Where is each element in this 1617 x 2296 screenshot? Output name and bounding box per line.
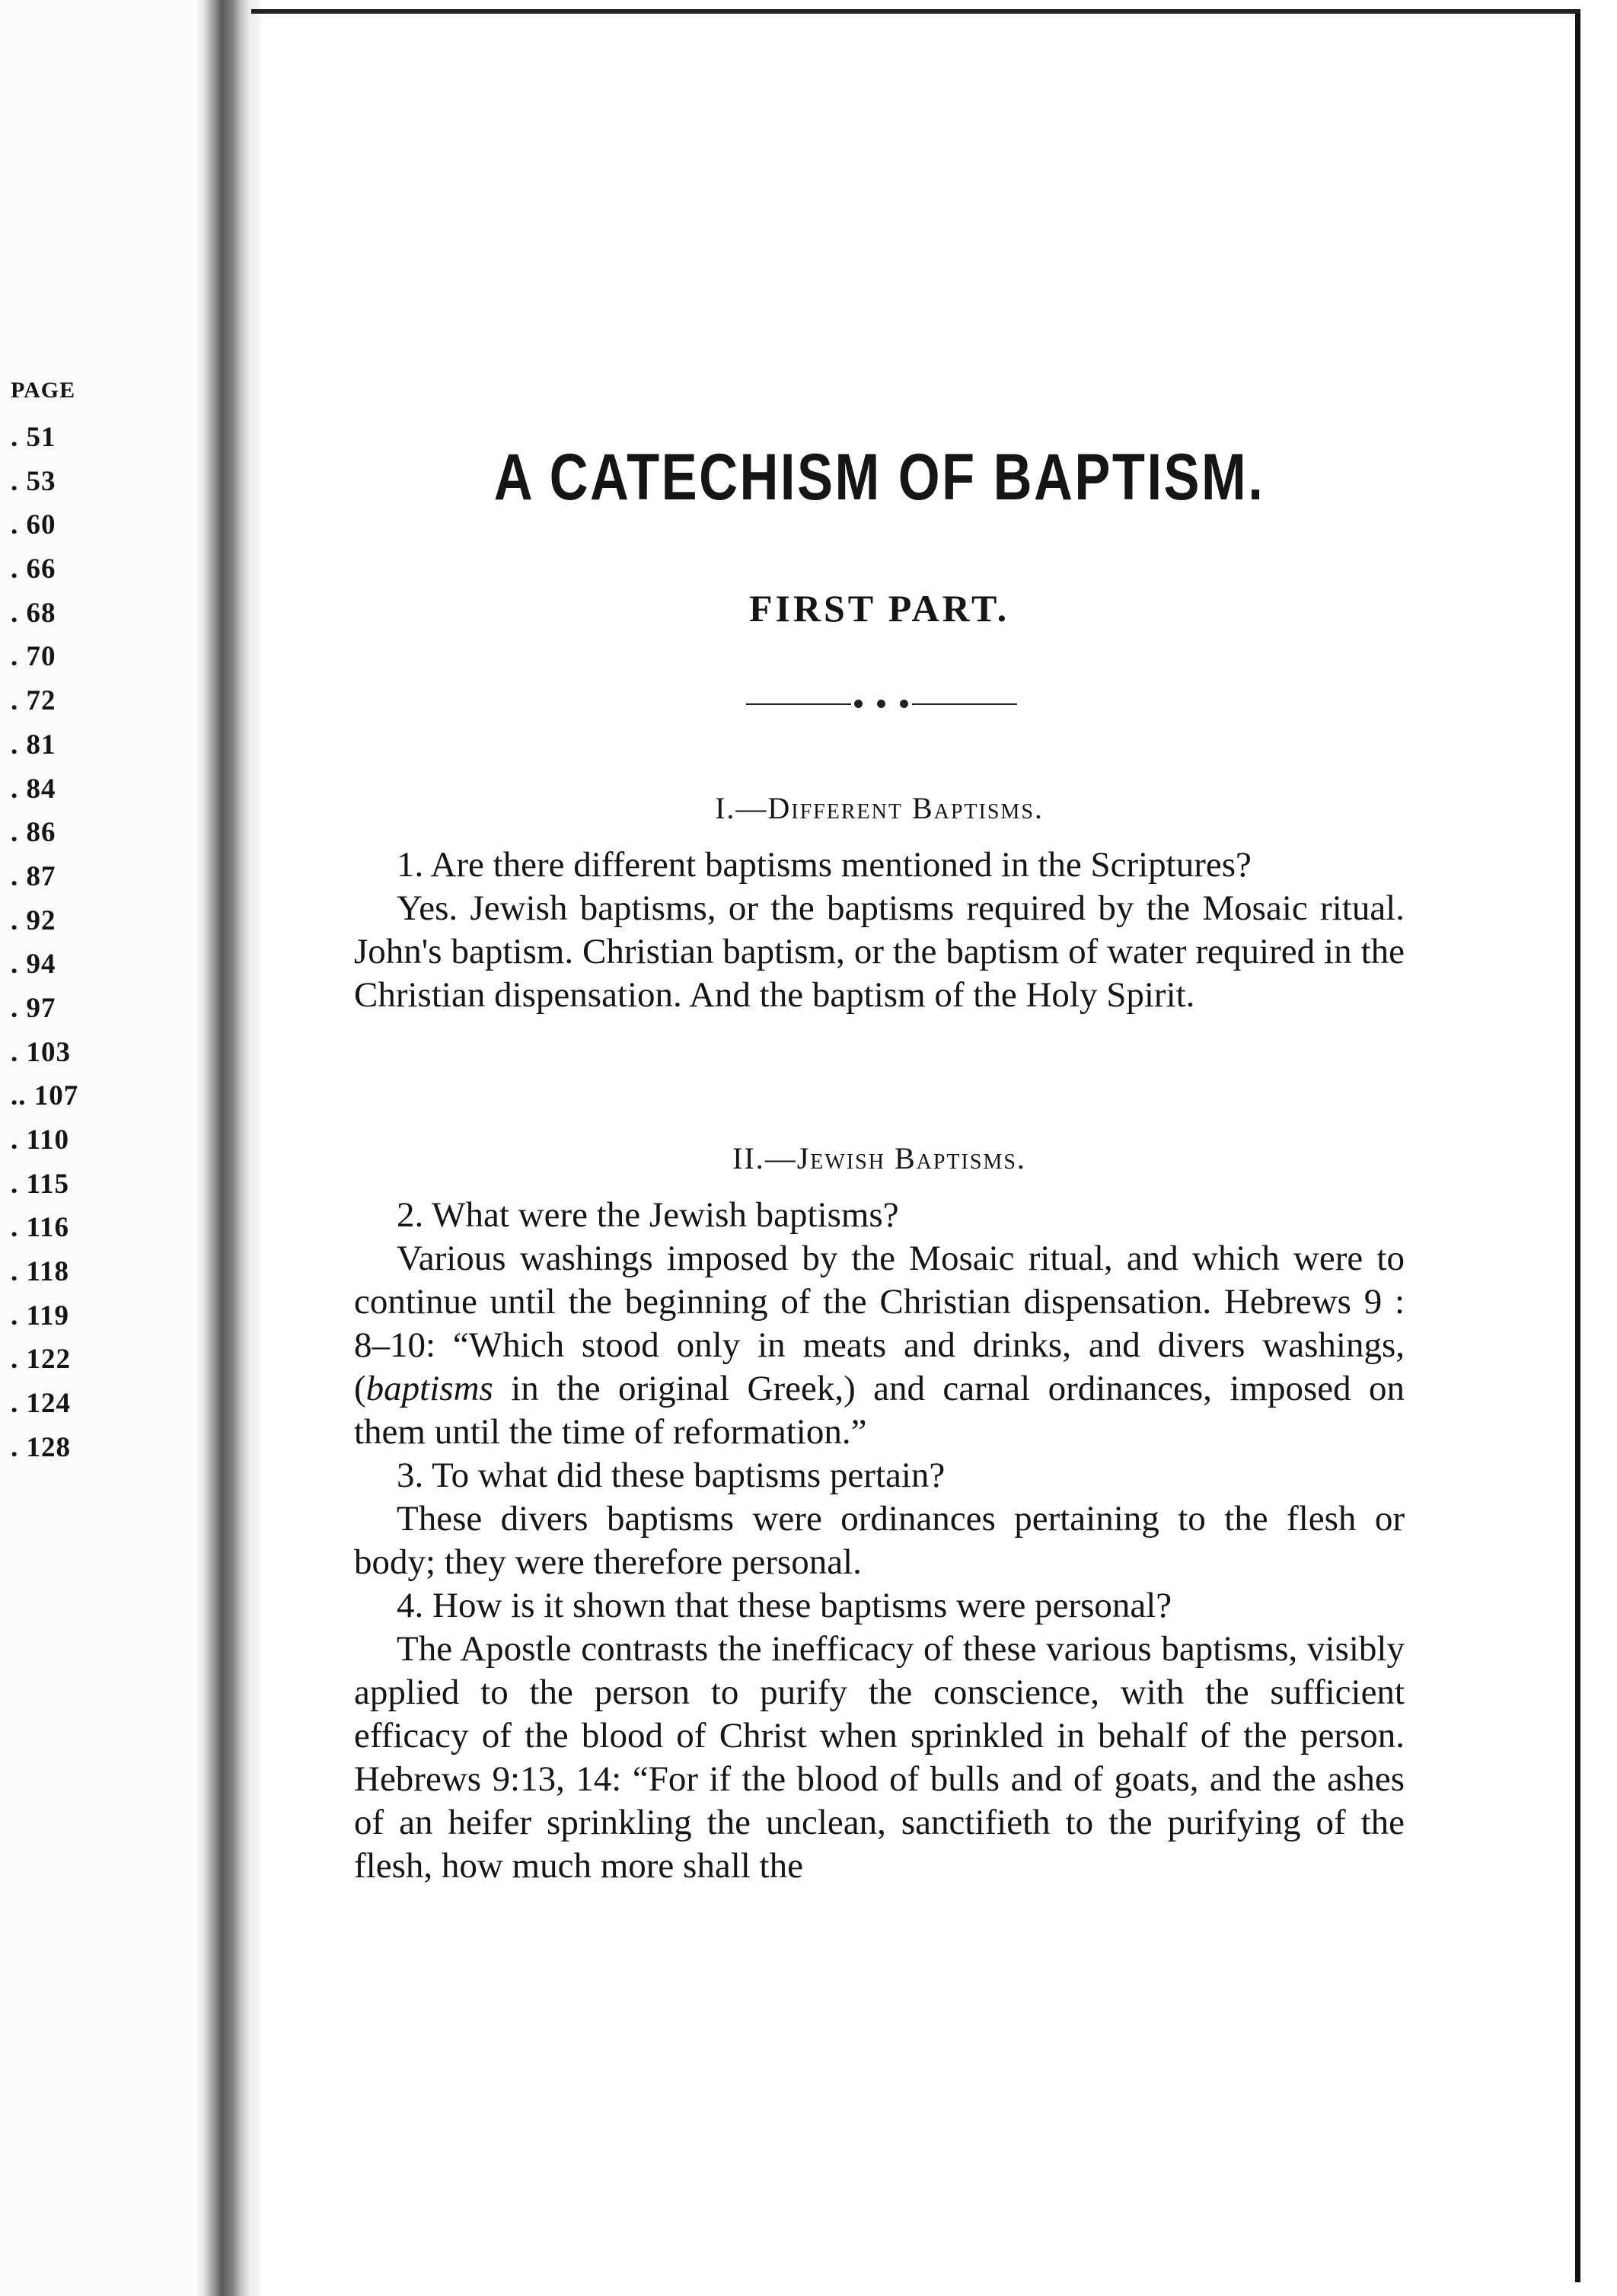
toc-page-number: . 87 [11,860,56,892]
toc-page-header: PAGE [11,378,76,403]
toc-page-number: . 94 [11,949,56,981]
toc-page-number: . 66 [11,553,56,585]
part-subtitle: FIRST PART. [748,587,1010,630]
toc-entries [11,416,193,1470]
toc-page-number: . 119 [11,1299,69,1331]
section-body-jewish-baptisms [354,1194,1405,1888]
section-heading-jewish-baptisms: II.—Jewish Baptisms. [732,1141,1026,1175]
toc-page-number: . 84 [11,773,56,805]
answer-2: Various washings imposed by the Mosaic ritual, and which were to continue until the beginning of the Christian dispensation. Hebrews 9 : 8–10: “Which stood only in meats and drinks, and divers washings, (baptisms in the original Greek,) and carnal ordinances, imposed on them until the time of reformation.” [354,1239,1405,1452]
toc-page-number: . 115 [11,1168,69,1200]
toc-page-number: . 97 [11,992,56,1024]
answer-3: These divers baptisms were ordinances pertaining to the flesh or body; they were therefore personal. [354,1499,1405,1582]
toc-page-number: . 92 [11,904,56,936]
book-page [260,14,1575,2282]
toc-page-number: . 118 [11,1256,69,1288]
answer-4: The Apostle contrasts the inefficacy of these various baptisms, visibly applied to the person to purify the conscience, with the sufficient efficacy of the blood of Christ when sprinkled in behalf of the person. Hebrews 9:13, 14: “For if the blood of bulls and of goats, and the ashes of an heifer sprinkling the unclean, sanctifieth to the purifying of the flesh, how much more shall the [354,1629,1405,1886]
toc-page-number: . 122 [11,1344,71,1376]
toc-page-number: . 81 [11,729,56,761]
toc-page-number: . 110 [11,1124,69,1156]
toc-page-number: . 124 [11,1388,71,1420]
toc-page-number: . 72 [11,685,56,717]
question-1: 1. Are there different baptisms mentioned in the Scriptures? [397,845,1252,885]
toc-page-number: . 116 [11,1212,69,1244]
question-3: 3. To what did these baptisms pertain? [397,1456,946,1495]
answer-1: Yes. Jewish baptisms, or the baptisms required by the Mosaic ritual. John's baptism. Christian baptism, or the baptism of water required in the Christian dispensation. And the baptism of the Holy Spirit. [354,888,1405,1015]
toc-page-number: . 70 [11,641,56,673]
toc-page-number: . 60 [11,509,56,541]
question-2: 2. What were the Jewish baptisms? [397,1195,899,1235]
toc-page-number: . 53 [11,465,56,497]
facing-page [0,0,196,2296]
toc-page-number: . 86 [11,817,56,849]
section-heading-different-baptisms: I.—Different Baptisms. [715,791,1044,825]
book-gutter [196,0,260,2296]
toc-page-number: . 68 [11,597,56,629]
page-right-edge [1575,14,1580,2282]
section-body-different-baptisms [354,843,1405,1017]
toc-page-number: . 51 [11,422,56,453]
table-of-contents [11,378,193,1470]
toc-page-number: .. 107 [11,1080,79,1112]
toc-page-number: . 103 [11,1036,71,1068]
page-title: A CATECHISM OF BAPTISM. [493,441,1265,514]
toc-page-number: . 128 [11,1431,71,1463]
question-4: 4. How is it shown that these baptisms were personal? [397,1586,1172,1625]
ornament-divider [746,697,1017,712]
